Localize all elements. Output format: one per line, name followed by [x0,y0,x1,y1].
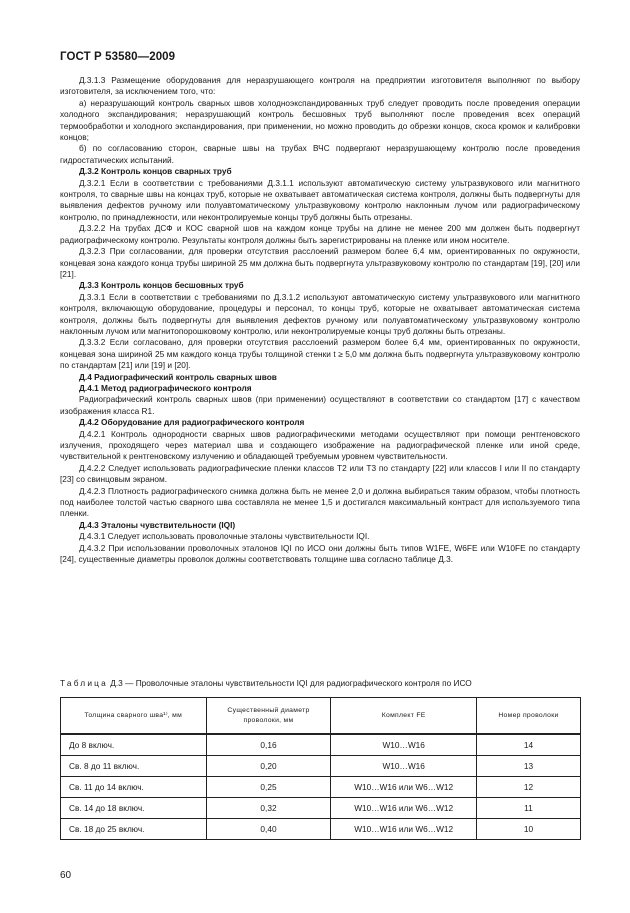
table-row [61,756,581,777]
paragraph: Д.4.3.2 При использовании проволочных эталонов IQI по ИСО они должны быть типов W1FE, W6FE или W10FE по стандарту [24], существенные диаметры проволок должны соответствовать толщине шва согласно таблице Д.3. [60,542,580,565]
table-caption-label: Таблица [60,678,108,688]
header-weld-thickness: Толщина сварного шва¹⁾, мм [61,698,207,735]
weld-thickness-cell: До 8 включ. [61,734,207,756]
table-row [61,734,581,756]
page-header: ГОСТ Р 53580—2009 [60,51,176,63]
header-wire-diameter: Существенный диаметр проволоки, мм [206,698,331,735]
document-body [60,75,580,565]
header-wire-number: Номер проволоки [476,698,580,735]
wire-number-cell: 14 [476,734,580,756]
weld-thickness-cell: Св. 8 до 11 включ. [61,756,207,777]
table-caption-text: Д.3 — Проволочные эталоны чувствительности IQI для радиографического контроля по ИСО [107,678,472,688]
paragraph: Д.3.3.2 Если согласовано, для проверки отсутствия расслоений размером более 6,4 мм, ориентированных по окружности, концевая зона шириной 25 мм каждого конца трубы толщиной стенки t ≥ 5,0 мм должна быть подвергнута ультразвуковому контролю по стандартам [21] или [19] и [20]. [60,337,580,371]
paragraph: Д.4.3.1 Следует использовать проволочные эталоны чувствительности IQI. [79,531,370,542]
header-fe-set: Комплект FE [331,698,477,735]
paragraph: Д.3.2.1 Если в соответствии с требованиями Д.3.1.1 используют автоматическую систему ультразвукового или магнитного контроля, то сварные швы на концах труб, которые не охватывает автоматическая система контроля, должны быть подвергнуты для выявления дефектов ручному или полуавтоматическому ультразвуковому контролю наклонным лучом или радиографическому контролю, по принадлежности, или неконтролируемые концы труб должны быть отрезаны. [60,177,580,222]
section-heading: Д.4 Радиографический контроль сварных швов [79,371,277,382]
section-heading: Д.4.2 Оборудование для радиографического контроля [79,417,305,428]
wire-diameter-cell: 0,32 [206,798,331,819]
weld-thickness-cell: Св. 14 до 18 включ. [61,798,207,819]
paragraph: Д.4.2.1 Контроль однородности сварных швов радиографическими методами осуществляют при помощи рентгеновского излучения, проходящего через материал шва и создающего изображение на радиографической пленке или иной среде, чувствительной к рентгеновскому излучению и обладающей требуемым уровнем чувствительности. [60,428,580,462]
fe-set-cell: W10…W16 или W6…W12 [331,798,477,819]
table-row [61,798,581,819]
wire-diameter-cell: 0,25 [206,777,331,798]
section-heading: Д.3.3 Контроль концов бесшовных труб [79,280,244,291]
table-caption [60,678,580,689]
fe-set-cell: W10…W16 [331,756,477,777]
fe-set-cell: W10…W16 [331,734,477,756]
paragraph: а) неразрушающий контроль сварных швов холодноэкспандированных труб следует проводить после проведения операции холодного экспандирования; неразрушающий контроль бесшовных труб выполняют после проведения всех операций термообработки и холодного экспандирования, при применении, но можно проводить до обрезки концов, скоса кромок и калибровки концов; [60,97,580,143]
table-row [61,777,581,798]
wire-diameter-cell: 0,40 [206,819,331,840]
paragraph: Д.3.3.1 Если в соответствии с требованиями по Д.3.1.2 используют автоматическую систему ультразвукового или магнитного контроля, включающую оборудование, процедуры и персонал, то концы труб, которые не охватывает автоматическая система контроля, должны быть подвергнуты для выявления дефектов ручному или полуавтоматическому ультразвуковому контролю наклонным лучом или магнитопорошковому контролю, или неконтролируемые концы труб должны быть отрезаны. [60,291,580,336]
paragraph: Д.4.2.2 Следует использовать радиографические пленки классов T2 или T3 по стандарту [22] или классов I или II по стандарту [23] со свинцовым экраном. [60,462,580,485]
wire-number-cell: 13 [476,756,580,777]
paragraph: Радиографический контроль сварных швов (при применении) осуществляют в соответствии со стандартом [17] с качеством изображения класса R1. [60,394,580,416]
wire-diameter-cell: 0,16 [206,734,331,756]
section-heading: Д.3.2 Контроль концов сварных труб [79,166,232,177]
table-row [61,819,581,840]
paragraph: Д.4.2.3 Плотность радиографического снимка должна быть не менее 2,0 и должна выбираться таким образом, чтобы плотность под наиболее толстой частью сварного шва составляла не менее 1,5 и достигался максимальный контраст для используемого типа пленки. [60,485,580,519]
wire-number-cell: 11 [476,798,580,819]
wire-number-cell: 10 [476,819,580,840]
paragraph: Д.3.2.3 При согласовании, для проверки отсутствия расслоений размером более 6,4 мм, ориентированных по окружности, концевая зона каждого конца трубы шириной 25 мм должна быть подвергнута ультразвуковому контролю по стандартам [19], [20] или [21]. [60,246,580,279]
wire-number-cell: 12 [476,777,580,798]
paragraph: б) по согласованию сторон, сварные швы на трубах ВЧС подвергают неразрушающему контролю после проведения гидростатических испытаний. [60,143,580,165]
page-number: 60 [60,870,72,881]
iqi-table [60,697,581,840]
fe-set-cell: W10…W16 или W6…W12 [331,819,477,840]
paragraph: Д.3.2.2 На трубах ДСФ и КОС сварной шов на каждом конце трубы на длине не менее 200 мм должен быть подвергнут радиографическому контролю. Результаты контроля должны быть зарегистрированы на пленке или ином носителе. [60,223,580,245]
section-heading: Д.4.3 Эталоны чувствительности (IQI) [79,519,236,530]
weld-thickness-cell: Св. 11 до 14 включ. [61,777,207,798]
paragraph: Д.3.1.3 Размещение оборудования для неразрушающего контроля на предприятии изготовителя выполняют по выбору изготовителя, за исключением того, что: [60,75,580,97]
wire-diameter-cell: 0,20 [206,756,331,777]
weld-thickness-cell: Св. 18 до 25 включ. [61,819,207,840]
fe-set-cell: W10…W16 или W6…W12 [331,777,477,798]
section-heading: Д.4.1 Метод радиографического контроля [79,382,252,393]
table-header-row [61,698,581,735]
table-body [61,734,581,840]
